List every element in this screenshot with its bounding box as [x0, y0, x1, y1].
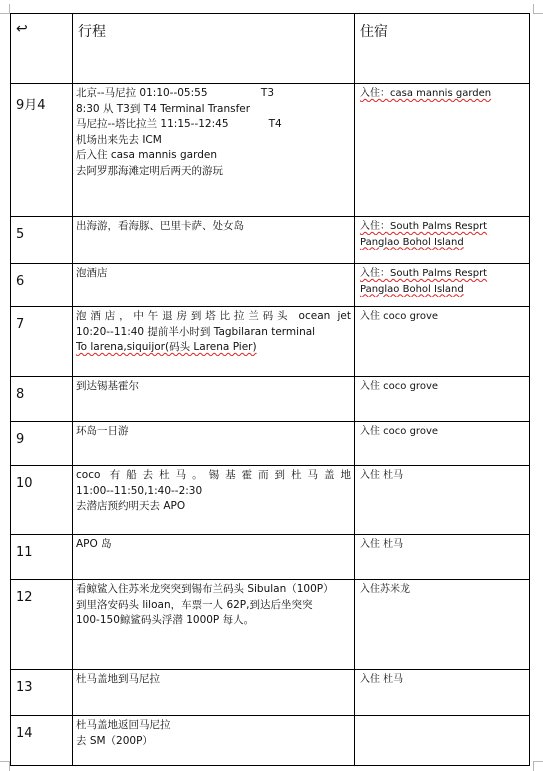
itinerary-line: 北京--马尼拉 01:10--05:55 T3 [76, 87, 275, 99]
lodging-cell[interactable] [355, 535, 530, 580]
date-cell[interactable] [11, 217, 73, 264]
itinerary-line: 去潜店预约明天去 APO [76, 500, 186, 512]
table-row [11, 307, 530, 377]
date-text: 11 [16, 545, 33, 560]
date-cell[interactable] [11, 580, 73, 670]
lodging-line: 入住 杜马 [360, 470, 404, 481]
itinerary-cell[interactable] [73, 580, 355, 670]
itinerary-line: 泡酒店 [76, 267, 108, 279]
itinerary-line: 10:20--11:40 提前半小时到 Tagbilaran terminal [76, 325, 316, 338]
table-row [11, 535, 530, 580]
table-row [11, 670, 530, 716]
lodging-line: 入住：casa mannis garden [360, 88, 492, 99]
date-cell[interactable] [11, 535, 73, 580]
itinerary-line: APO 岛 [76, 538, 112, 550]
itinerary-cell[interactable] [73, 716, 355, 766]
lodging-line: 入住 coco grove [360, 426, 439, 437]
itinerary-line: 到达锡基霍尔 [76, 380, 139, 392]
page-corner-mark-bottom-right [533, 761, 543, 771]
page-corner-mark-top-right [533, 4, 543, 14]
itinerary-line: 机场出来先去 ICM [76, 133, 162, 146]
itinerary-line: 看鲸鲨入住苏米龙突突到锡布兰码头 Sibulan（100P） [76, 583, 334, 595]
date-cell[interactable] [11, 716, 73, 766]
lodging-header-label: 住宿 [360, 24, 388, 40]
itinerary-line: To larena,siquijor(码头 Larena Pier) [76, 341, 257, 353]
itinerary-cell[interactable] [73, 84, 355, 217]
lodging-cell[interactable] [355, 580, 530, 670]
lodging-line: 入住苏米龙 [360, 584, 410, 595]
date-text: 7 [16, 317, 25, 332]
lodging-cell[interactable] [355, 422, 530, 466]
itinerary-line: 后入住 casa mannis garden [76, 149, 217, 161]
date-text: 9 [16, 432, 25, 447]
itinerary-line: 去阿罗那海滩定明后两天的游玩 [76, 164, 223, 177]
lodging-cell[interactable] [355, 217, 530, 264]
table-row [11, 264, 530, 307]
lodging-cell[interactable] [355, 84, 530, 217]
table-header-row [11, 14, 530, 84]
header-itinerary-cell[interactable] [73, 14, 355, 84]
date-text: 6 [16, 274, 25, 289]
paragraph-mark: ↩ [16, 21, 28, 37]
lodging-cell[interactable] [355, 466, 530, 535]
table-row [11, 84, 530, 217]
itinerary-line: 去 SM（200P） [76, 734, 153, 747]
date-cell[interactable] [11, 264, 73, 307]
lodging-cell[interactable] [355, 264, 530, 307]
itinerary-line: 11:00--11:50,1:40--2:30 [76, 484, 203, 497]
itinerary-cell[interactable] [73, 377, 355, 422]
itinerary-line: 环岛一日游 [76, 425, 129, 437]
itinerary-line: 出海游，看海豚、巴里卡萨、处女岛 [76, 220, 244, 232]
lodging-line: 入住：South Palms Resprt [360, 221, 488, 232]
lodging-line: Panglao Bohol Island [360, 236, 464, 248]
itinerary-line: 到里洛安码头 liloan，车票一人 62P,到达后坐突突 [76, 598, 313, 611]
itinerary-cell[interactable] [73, 307, 355, 377]
date-cell[interactable] [11, 422, 73, 466]
header-date-cell[interactable] [11, 14, 73, 84]
page-corner-mark-bottom-left [0, 761, 10, 771]
itinerary-line: 马尼拉--塔比拉兰 11:15--12:45 T4 [76, 118, 282, 130]
itinerary-header-label: 行程 [78, 24, 106, 40]
itinerary-cell[interactable] [73, 217, 355, 264]
date-cell[interactable] [11, 307, 73, 377]
table-row [11, 716, 530, 766]
itinerary-cell[interactable] [73, 535, 355, 580]
lodging-line: 入住 杜马 [360, 674, 404, 685]
itinerary-line: 100-150鲸鲨码头浮潜 1000P 每人。 [76, 614, 255, 626]
lodging-cell[interactable] [355, 377, 530, 422]
date-cell[interactable] [11, 670, 73, 716]
date-text: 10 [16, 476, 33, 491]
date-text: 13 [16, 680, 33, 695]
table-row [11, 422, 530, 466]
itinerary-cell[interactable] [73, 264, 355, 307]
date-text: 9月4 [16, 98, 46, 113]
lodging-cell[interactable] [355, 716, 530, 766]
itinerary-cell[interactable] [73, 466, 355, 535]
date-text: 12 [16, 590, 33, 605]
lodging-cell[interactable] [355, 307, 530, 377]
date-text: 5 [16, 227, 25, 242]
lodging-line: 入住：South Palms Resprt [360, 268, 488, 279]
lodging-cell[interactable] [355, 670, 530, 716]
header-lodging-cell[interactable] [355, 14, 530, 84]
date-text: 14 [16, 726, 33, 741]
date-cell[interactable] [11, 84, 73, 217]
page-corner-mark-top-left [0, 4, 10, 14]
itinerary-line: coco 有船去杜马。锡基霍而到杜马盖地 [76, 469, 351, 481]
lodging-line: 入住 coco grove [360, 381, 439, 392]
lodging-line: Panglao Bohol Island [360, 283, 464, 295]
date-cell[interactable] [11, 377, 73, 422]
date-text: 8 [16, 387, 25, 402]
itinerary-cell[interactable] [73, 670, 355, 716]
lodging-line: 入住 杜马 [360, 539, 404, 550]
table-row [11, 377, 530, 422]
lodging-line: 入住 coco grove [360, 311, 439, 322]
date-cell[interactable] [11, 466, 73, 535]
itinerary-line: 杜马盖地到马尼拉 [76, 673, 160, 685]
itinerary-line: 杜马盖地返回马尼拉 [76, 719, 171, 731]
itinerary-cell[interactable] [73, 422, 355, 466]
itinerary-table [10, 13, 530, 766]
table-row [11, 466, 530, 535]
table-row [11, 580, 530, 670]
itinerary-line: 泡酒店，中午退房到塔比拉兰码头 ocean jet [76, 310, 351, 322]
table-row [11, 217, 530, 264]
itinerary-line: 8:30 从 T3到 T4 Terminal Transfer [76, 102, 251, 115]
